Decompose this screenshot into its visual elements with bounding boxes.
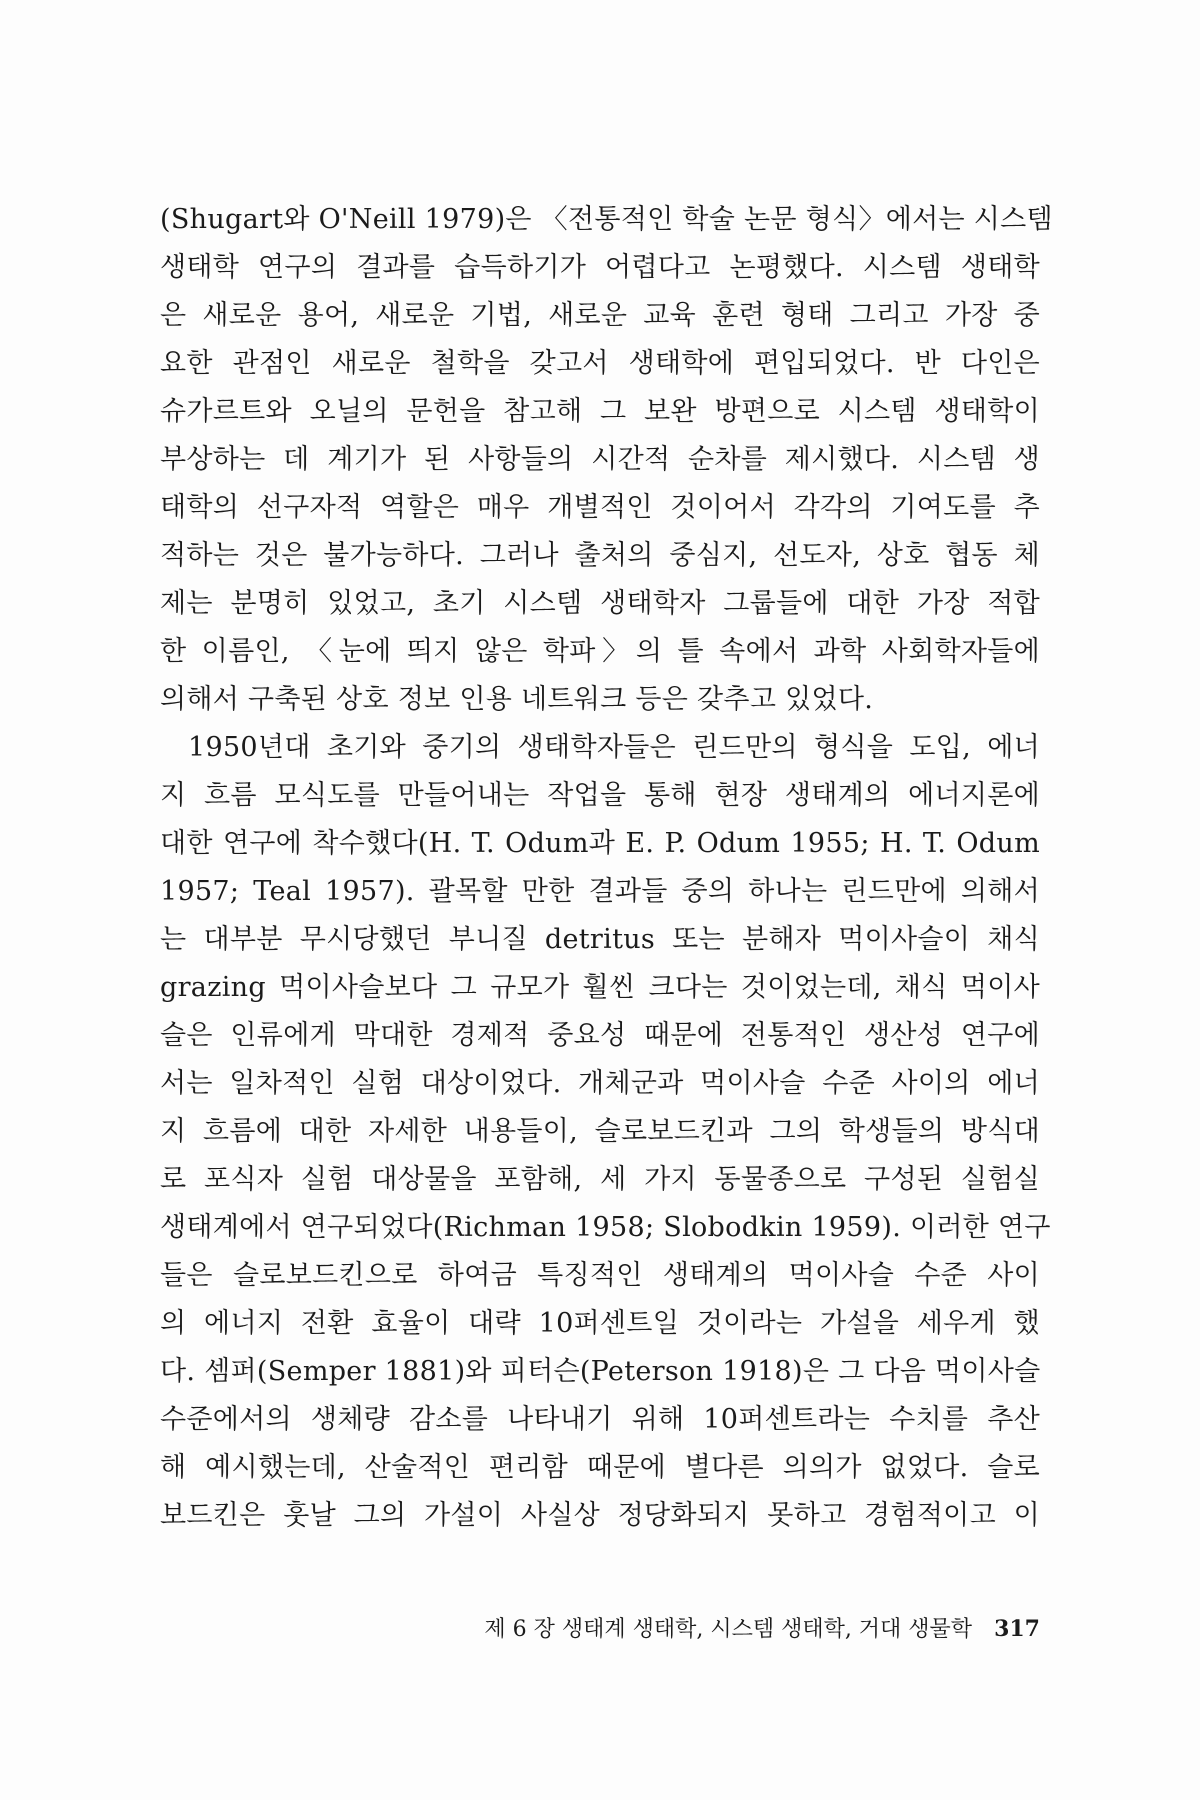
page-number: 317 [994, 1616, 1040, 1642]
text-line-2: 생태학 연구의 결과를 습득하기가 어렵다고 논평했다. 시스템 생태학 [160, 252, 1040, 283]
text-line-1: (Shugart와 O'Neill 1979)은 〈전통적인 학술 논문 형식〉에서는 시스템 [160, 204, 1053, 235]
text-line-14: 대한 연구에 착수했다(H. T. Odum과 E. P. Odum 1955; H. T. Odum [160, 828, 1040, 859]
text-line-25: 다. 셈퍼(Semper 1881)와 피터슨(Peterson 1918)은 그 다음 먹이사슬 [160, 1356, 1041, 1387]
text-line-7: 태학의 선구자적 역할은 매우 개별적인 것이어서 각각의 기여도를 추 [160, 492, 1040, 523]
text-line-6: 부상하는 데 계기가 된 사항들의 시간적 순차를 제시했다. 시스템 생 [160, 444, 1040, 475]
body-text [160, 196, 1053, 1540]
text-line-19: 서는 일차적인 실험 대상이었다. 개체군과 먹이사슬 수준 사이의 에너 [160, 1068, 1040, 1099]
text-line-20: 지 흐름에 대한 자세한 내용들이, 슬로보드킨과 그의 학생들의 방식대 [160, 1116, 1040, 1147]
text-line-22: 생태계에서 연구되었다(Richman 1958; Slobodkin 1959). 이러한 연구 [160, 1212, 1051, 1243]
text-line-4: 요한 관점인 새로운 철학을 갖고서 생태학에 편입되었다. 반 다인은 [160, 348, 1040, 379]
text-line-28: 보드킨은 훗날 그의 가설이 사실상 정당화되지 못하고 경험적이고 이 [160, 1500, 1040, 1531]
text-line-12: 1950년대 초기와 중기의 생태학자들은 린드만의 형식을 도입, 에너 [188, 732, 1040, 763]
running-head: 제 6 장 생태계 생태학, 시스템 생태학, 거대 생물학 [484, 1617, 973, 1642]
page-footer [160, 1614, 1040, 1645]
text-line-23: 들은 슬로보드킨으로 하여금 특징적인 생태계의 먹이사슬 수준 사이 [160, 1260, 1040, 1291]
text-line-15: 1957; Teal 1957). 괄목할 만한 결과들 중의 하나는 린드만에 의해서 [160, 876, 1040, 907]
text-line-17: grazing 먹이사슬보다 그 규모가 훨씬 크다는 것이었는데, 채식 먹이사 [160, 972, 1040, 1003]
text-line-11: 의해서 구축된 상호 정보 인용 네트워크 등은 갖추고 있었다. [160, 684, 874, 715]
text-line-8: 적하는 것은 불가능하다. 그러나 출처의 중심지, 선도자, 상호 협동 체 [160, 540, 1040, 571]
text-line-26: 수준에서의 생체량 감소를 나타내기 위해 10퍼센트라는 수치를 추산 [160, 1404, 1040, 1435]
text-line-16: 는 대부분 무시당했던 부니질 detritus 또는 분해자 먹이사슬이 채식 [160, 924, 1040, 955]
text-line-10: 한 이름인, 〈눈에 띄지 않은 학파〉의 틀 속에서 과학 사회학자들에 [160, 636, 1040, 667]
text-line-13: 지 흐름 모식도를 만들어내는 작업을 통해 현장 생태계의 에너지론에 [160, 780, 1040, 811]
text-line-3: 은 새로운 용어, 새로운 기법, 새로운 교육 훈련 형태 그리고 가장 중 [160, 300, 1040, 331]
text-line-21: 로 포식자 실험 대상물을 포함해, 세 가지 동물종으로 구성된 실험실 [160, 1164, 1040, 1195]
text-line-24: 의 에너지 전환 효율이 대략 10퍼센트일 것이라는 가설을 세우게 했 [160, 1308, 1040, 1339]
text-line-27: 해 예시했는데, 산술적인 편리함 때문에 별다른 의의가 없었다. 슬로 [160, 1452, 1040, 1483]
text-line-5: 슈가르트와 오닐의 문헌을 참고해 그 보완 방편으로 시스템 생태학이 [160, 396, 1040, 427]
text-line-18: 슬은 인류에게 막대한 경제적 중요성 때문에 전통적인 생산성 연구에 [160, 1020, 1040, 1051]
text-line-9: 제는 분명히 있었고, 초기 시스템 생태학자 그룹들에 대한 가장 적합 [160, 588, 1040, 619]
